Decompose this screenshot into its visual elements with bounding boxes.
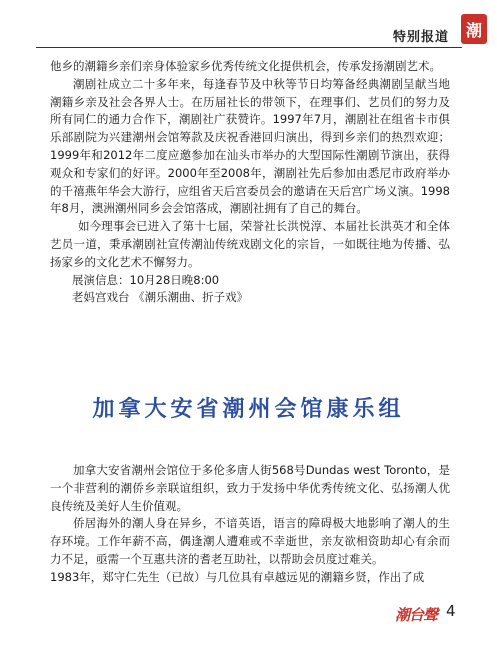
show-cast: 老妈宫戏台 《潮乐潮曲、折子戏》: [72, 290, 249, 305]
page-header: [0, 0, 497, 52]
article-title: 加拿大安省潮州会馆康乐组: [92, 396, 405, 422]
magazine-logo: 潮台聲: [395, 606, 438, 624]
paragraph: 潮剧社成立二十多年来，每逢春节及中秋等节日均筹备经典潮剧呈献当地潮籍乡亲及社会各界人士。在历届社长的带领下，在理事们、艺员们的努力及所有同仁的通力合作下，潮剧社广获赞许。1997年7月，潮剧社在组省卡市俱乐部剧院为兴建潮州会馆筹款及庆祝香港回归演出，得到乡亲们的热烈欢迎；1999年和2012年二度应邀参加在汕头市举办的大型国际性潮剧节演出，获得观众和专家们的好评。2000年至2008年，潮剧社先后参加由悉尼市政府举办的千禧燕年华会大游行，应组省天后宫委员会的邀请在天后宫广场义演。1998年8月，澳洲潮州同乡会会馆落成，潮剧社拥有了自己的舞台。: [50, 76, 450, 216]
paragraph: 侨居海外的潮人身在异乡，不谙英语，语言的障碍极大地影响了潮人的生存环境。工作年薪不高，偶逢潮人遭难或不幸逝世，亲友欲相资助却心有余而力不足，亟需一个互惠共济的耆老互助社，以帮助会员度过难关。: [50, 516, 450, 566]
paragraph: 如今理事会已进入了第十七届，荣誉社长洪悦淳、本届社长洪英才和全体艺员一道，秉承潮剧社宣传潮汕传统戏剧文化的宗旨，一如既往地为传播、弘扬家乡的文化艺术不懈努力。: [50, 219, 450, 269]
header-divider: [36, 47, 462, 48]
page-number: 4: [446, 602, 456, 620]
magazine-seal-icon: [461, 14, 487, 44]
paragraph: 1983年，郑守仁先生（已故）与几位具有卓越远见的潮籍乡贤，作出了成: [50, 569, 425, 584]
article-body: [50, 462, 450, 587]
section-label: 特别报道: [392, 30, 449, 45]
show-time: 展演信息：10月28日晚8:00: [72, 272, 220, 287]
paragraph: 加拿大安省潮州会馆位于多伦多唐人街568号Dundas west Toronto，是一个非营利的潮侨乡亲联谊组织，致力于发扬中华优秀传统文化、弘扬潮人优良传统及美好人生价值观。: [50, 463, 450, 513]
article-continued-body: [50, 58, 450, 307]
seal-text: 潮: [465, 20, 482, 40]
paragraph: 他乡的潮籍乡亲们亲身体验家乡优秀传统文化提供机会，传承发扬潮剧艺术。: [50, 59, 441, 73]
